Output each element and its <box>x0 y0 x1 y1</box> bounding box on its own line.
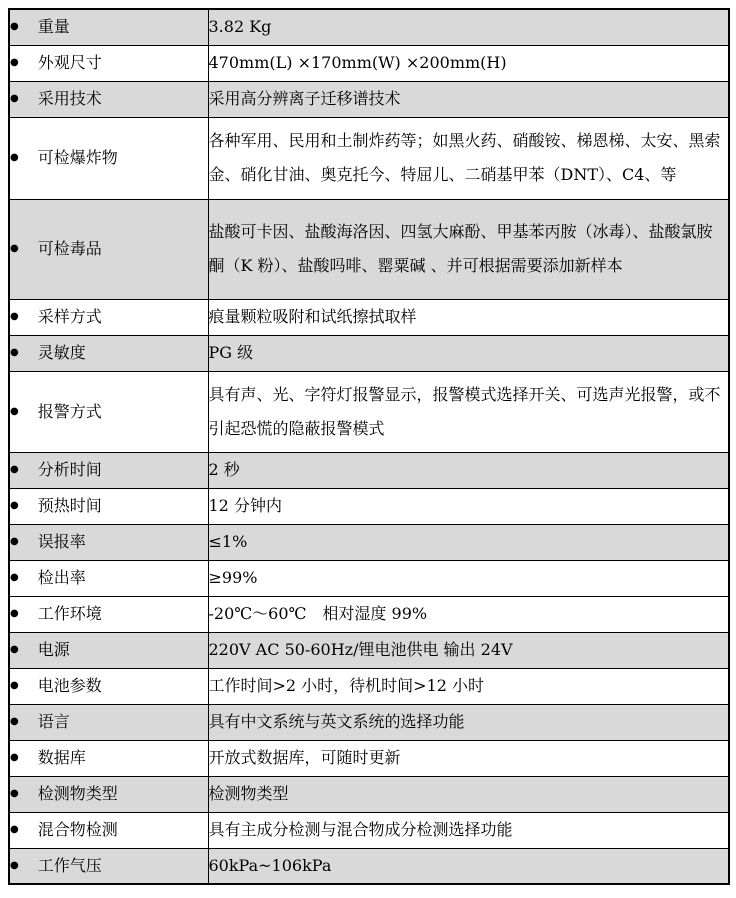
table-row <box>9 812 729 848</box>
label-cell <box>9 117 208 199</box>
row-value: ≤1% <box>208 532 248 551</box>
row-label: 报警方式 <box>37 401 102 421</box>
bullet-icon: ● <box>10 311 19 322</box>
bullet-icon: ● <box>10 152 19 163</box>
bullet-icon: ● <box>10 536 19 547</box>
value-cell <box>208 704 729 740</box>
bullet-icon: ● <box>10 680 19 691</box>
table-row <box>9 299 729 335</box>
row-value: -20℃～60℃ 相对湿度 99% <box>208 604 428 623</box>
label-cell <box>9 45 208 81</box>
table-row <box>9 452 729 488</box>
table-row <box>9 740 729 776</box>
row-label: 工作环境 <box>37 604 102 623</box>
table-row <box>9 335 729 371</box>
row-value: 检测物类型 <box>208 784 289 803</box>
table-row <box>9 45 729 81</box>
label-cell <box>9 596 208 632</box>
row-value: 12 分钟内 <box>208 496 282 515</box>
value-cell <box>208 335 729 371</box>
row-label: 数据库 <box>37 748 86 767</box>
row-label: 重量 <box>37 17 70 37</box>
value-cell <box>208 488 729 524</box>
bullet-icon: ● <box>10 824 19 835</box>
bullet-icon: ● <box>10 859 19 871</box>
label-cell <box>9 452 208 488</box>
bullet-icon: ● <box>10 788 19 799</box>
row-label: 检出率 <box>37 568 86 587</box>
label-cell <box>9 776 208 812</box>
label-cell <box>9 199 208 299</box>
bullet-icon: ● <box>10 405 19 417</box>
bullet-icon: ● <box>10 752 19 763</box>
bullet-icon: ● <box>10 644 19 655</box>
row-value: 盐酸可卡因、盐酸海洛因、四氢大麻酚、甲基苯丙胺（冰毒）、盐酸氯胺酮（K 粉）、盐酸吗啡、罂粟碱 、并可根据需要添加新样本 <box>208 222 713 275</box>
table-row <box>9 488 729 524</box>
value-cell <box>208 740 729 776</box>
label-cell <box>9 704 208 740</box>
table-row <box>9 776 729 812</box>
table-row <box>9 9 729 45</box>
value-cell <box>208 371 729 452</box>
value-cell <box>208 812 729 848</box>
label-cell <box>9 848 208 884</box>
value-cell <box>208 117 729 199</box>
label-cell <box>9 9 208 45</box>
label-cell <box>9 488 208 524</box>
row-label: 检测物类型 <box>37 784 118 803</box>
value-cell <box>208 524 729 560</box>
table-row <box>9 560 729 596</box>
row-label: 电源 <box>37 640 70 659</box>
row-label: 工作气压 <box>37 855 102 875</box>
table-row <box>9 371 729 452</box>
row-value: 具有主成分检测与混合物成分检测选择功能 <box>208 820 513 839</box>
value-cell <box>208 452 729 488</box>
row-value: 470mm(L) ×170mm(W) ×200mm(H) <box>208 53 507 72</box>
bullet-icon: ● <box>10 572 19 583</box>
table-row <box>9 524 729 560</box>
row-value: 3.82 Kg <box>208 17 272 37</box>
bullet-icon: ● <box>10 500 19 511</box>
label-cell <box>9 668 208 704</box>
table-row <box>9 632 729 668</box>
label-cell <box>9 632 208 668</box>
value-cell <box>208 45 729 81</box>
label-cell <box>9 299 208 335</box>
bullet-icon: ● <box>10 464 19 475</box>
row-label: 混合物检测 <box>37 820 118 839</box>
label-cell <box>9 371 208 452</box>
bullet-icon: ● <box>10 57 19 68</box>
row-label: 采用技术 <box>37 89 102 108</box>
row-label: 电池参数 <box>37 676 102 695</box>
value-cell <box>208 848 729 884</box>
row-value: 采用高分辨离子迁移谱技术 <box>208 89 401 108</box>
label-cell <box>9 524 208 560</box>
spec-sheet-page <box>0 8 736 898</box>
bullet-icon: ● <box>10 21 19 33</box>
label-cell <box>9 812 208 848</box>
table-row <box>9 117 729 199</box>
row-value: 开放式数据库，可随时更新 <box>208 748 401 767</box>
table-row <box>9 199 729 299</box>
row-label: 可检爆炸物 <box>37 148 118 167</box>
row-value: ≥99% <box>208 568 258 587</box>
row-value: 2 秒 <box>208 460 240 479</box>
table-row <box>9 81 729 117</box>
row-label: 误报率 <box>37 532 86 551</box>
row-value: 具有声、光、字符灯报警显示，报警模式选择开关、可选声光报警，或不引起恐慌的隐蔽报警模式 <box>208 384 721 438</box>
table-row <box>9 848 729 884</box>
row-value: 60kPa~106kPa <box>208 855 332 875</box>
row-label: 分析时间 <box>37 460 102 479</box>
value-cell <box>208 299 729 335</box>
bullet-icon: ● <box>10 243 19 254</box>
value-cell <box>208 632 729 668</box>
bullet-icon: ● <box>10 608 19 619</box>
bullet-icon: ● <box>10 347 19 358</box>
bullet-icon: ● <box>10 716 19 727</box>
row-value: 工作时间>2 小时，待机时间>12 小时 <box>208 676 485 695</box>
row-label: 外观尺寸 <box>37 53 102 72</box>
value-cell <box>208 9 729 45</box>
row-label: 灵敏度 <box>37 343 86 362</box>
table-row <box>9 704 729 740</box>
value-cell <box>208 596 729 632</box>
row-label: 可检毒品 <box>37 239 102 258</box>
row-value: 痕量颗粒吸附和试纸擦拭取样 <box>208 307 417 326</box>
label-cell <box>9 560 208 596</box>
row-value: PG 级 <box>208 343 254 362</box>
spec-table <box>8 8 730 885</box>
bullet-icon: ● <box>10 93 19 104</box>
row-value: 220V AC 50-60Hz/锂电池供电 输出 24V <box>208 640 513 659</box>
value-cell <box>208 560 729 596</box>
row-label: 采样方式 <box>37 307 102 326</box>
row-value: 各种军用、民用和土制炸药等；如黑火药、硝酸铵、梯恩梯、太安、黑索金、硝化甘油、奥克托今、特屈儿、二硝基甲苯（DNT）、C4、等 <box>208 131 721 184</box>
value-cell <box>208 668 729 704</box>
spec-table-body <box>9 9 729 884</box>
value-cell <box>208 776 729 812</box>
label-cell <box>9 740 208 776</box>
label-cell <box>9 81 208 117</box>
row-value: 具有中文系统与英文系统的选择功能 <box>208 712 465 731</box>
value-cell <box>208 81 729 117</box>
table-row <box>9 596 729 632</box>
table-row <box>9 668 729 704</box>
label-cell <box>9 335 208 371</box>
value-cell <box>208 199 729 299</box>
row-label: 预热时间 <box>37 496 102 515</box>
row-label: 语言 <box>37 712 70 731</box>
